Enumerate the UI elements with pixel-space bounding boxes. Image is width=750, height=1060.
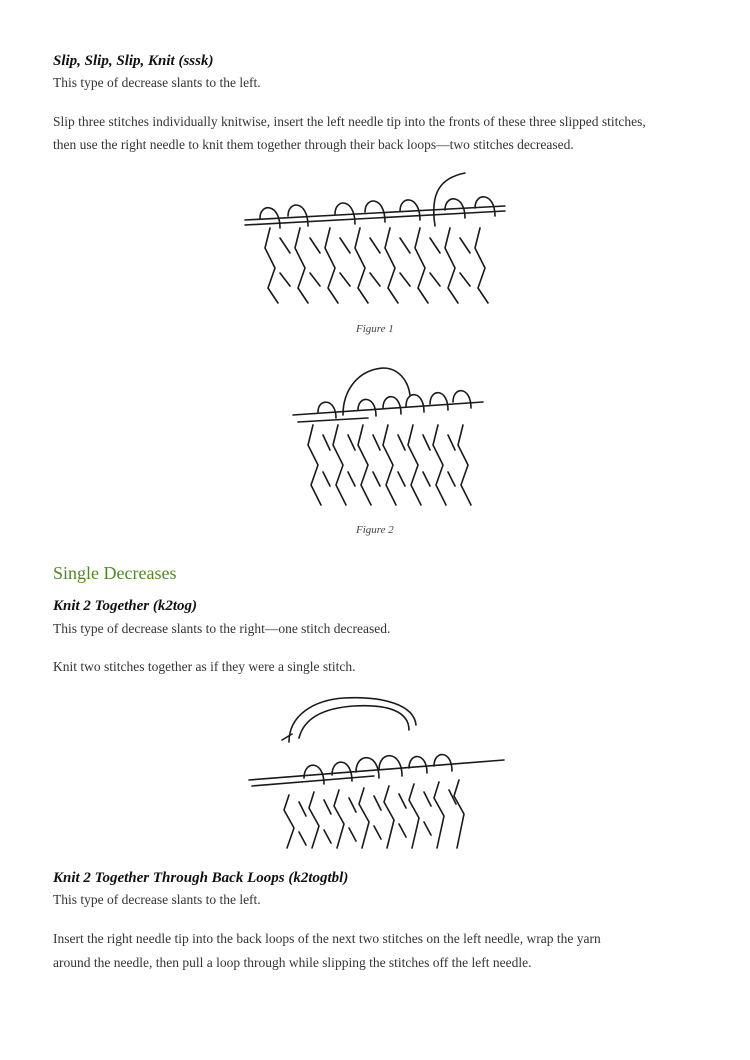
figure-2-sssk-illustration [288,360,488,510]
sssk-heading: Slip, Slip, Slip, Knit (sssk) [53,53,214,69]
single-decreases-section-title: Single Decreases [53,563,177,583]
k2tog-instructions: Knit two stitches together as if they were a single stitch. [53,659,356,674]
figure-1-sssk-illustration [240,168,510,308]
k2tog-heading: Knit 2 Together (k2tog) [53,598,198,614]
sssk-instructions-line2: then use the right needle to knit them together through their back loops—two stitches decreased. [53,137,574,152]
k2togtbl-instructions-line1: Insert the right needle tip into the back loops of the next two stitches on the left needle, wrap the yarn [53,931,601,946]
sssk-instructions-line1: Slip three stitches individually knitwise, insert the left needle tip into the fronts of these three slipped stitches, [53,114,646,129]
k2togtbl-heading: Knit 2 Together Through Back Loops (k2togtbl) [53,870,349,886]
k2tog-illustration [244,690,508,855]
k2togtbl-instructions-line2: around the needle, then pull a loop through while slipping the stitches off the left needle. [53,955,532,970]
figure-2-caption: Figure 2 [356,524,394,536]
k2togtbl-slant-text: This type of decrease slants to the left. [53,892,261,907]
k2tog-slant-text: This type of decrease slants to the right—one stitch decreased. [53,621,391,636]
sssk-slant-text: This type of decrease slants to the left. [53,75,261,90]
figure-1-caption: Figure 1 [356,323,394,335]
